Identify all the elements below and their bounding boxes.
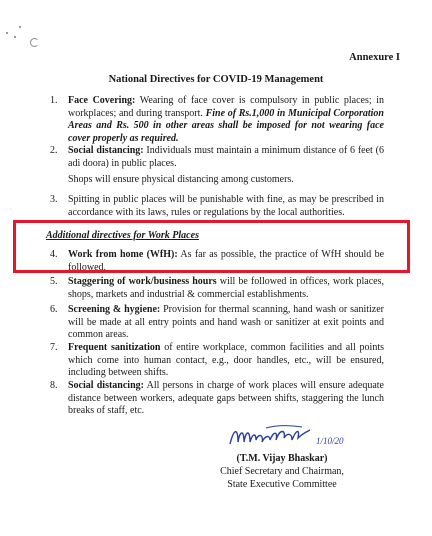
annexure-label: Annexure I [349, 52, 400, 63]
item-label: Work from home (WfH): [68, 249, 178, 260]
scan-speck [19, 26, 21, 28]
item-number: 7. [50, 342, 58, 353]
highlight-box [13, 220, 410, 273]
item-label: Screening & hygiene: [68, 304, 161, 315]
item-text: Individuals must maintain a minimum distance of 6 feet (6 adi doora) in public places. [68, 145, 384, 169]
signature-date: 1/10/20 [316, 436, 344, 446]
signatory-name: (T.M. Vijay Bhaskar) [236, 453, 328, 464]
item-number: 2. [50, 145, 58, 156]
item-number: 5. [50, 276, 58, 287]
directive-item [68, 304, 384, 342]
item-number: 6. [50, 304, 58, 315]
page-title: National Directives for COVID-19 Management [108, 74, 324, 85]
item-extra-text: Shops will ensure physical distancing among customers. [68, 174, 294, 185]
signatory-committee: State Executive Committee [227, 479, 337, 490]
item-number: 4. [50, 249, 58, 260]
item-number: 1. [50, 95, 58, 106]
directive-item: Spitting in public places will be punishable with fine, as may be prescribed in accordance with its laws, rules or regulations by the local authorities. [68, 194, 384, 218]
directive-item [68, 380, 384, 418]
item-number: 8. [50, 380, 58, 391]
item-label: Staggering of work/business hours [68, 276, 217, 287]
signatory-designation: Chief Secretary and Chairman, [220, 466, 344, 477]
item-label: Social distancing: [68, 145, 144, 156]
directive-item [68, 145, 384, 170]
item-text: Wearing of face cover is compulsory in public places; in workplaces; and during transport. [68, 95, 384, 119]
scan-speck [14, 36, 16, 38]
item-text: of entire workplace, common facilities and all points which come into human contact, e.g., door handles, etc., will be ensured, including between shifts. [68, 342, 384, 378]
scan-speck [6, 32, 8, 34]
item-label: Frequent sanitization [68, 342, 161, 353]
directive-item [68, 276, 384, 301]
item-text: Provision for thermal scanning, hand wash or sanitizer will be made at all entry points and hand wash or sanitizer at exit points and common areas. [68, 304, 385, 340]
item-text: All persons in charge of work places will ensure adequate distance between workers, adequate gaps between shifts, staggering the lunch breaks of staff, etc. [68, 380, 384, 416]
item-label: Social distancing: [68, 380, 144, 391]
directive-item [68, 95, 384, 145]
item-number: 3. [50, 194, 58, 205]
scan-mark [30, 38, 39, 47]
item-text: As far as possible, the practice of WfH should be followed. [68, 249, 385, 273]
item-label: Face Covering: [68, 95, 136, 106]
section-heading: Additional directives for Work Places [46, 230, 199, 241]
item-text: will be followed in offices, work places, shops, markets and industrial & commercial establishments. [68, 276, 385, 300]
directive-item [68, 342, 384, 380]
item-emphasis: Fine of Rs.1,000 in Municipal Corporation Areas and Rs. 500 in other areas shall be imposed for not wearing face cover properly as required. [68, 107, 384, 144]
